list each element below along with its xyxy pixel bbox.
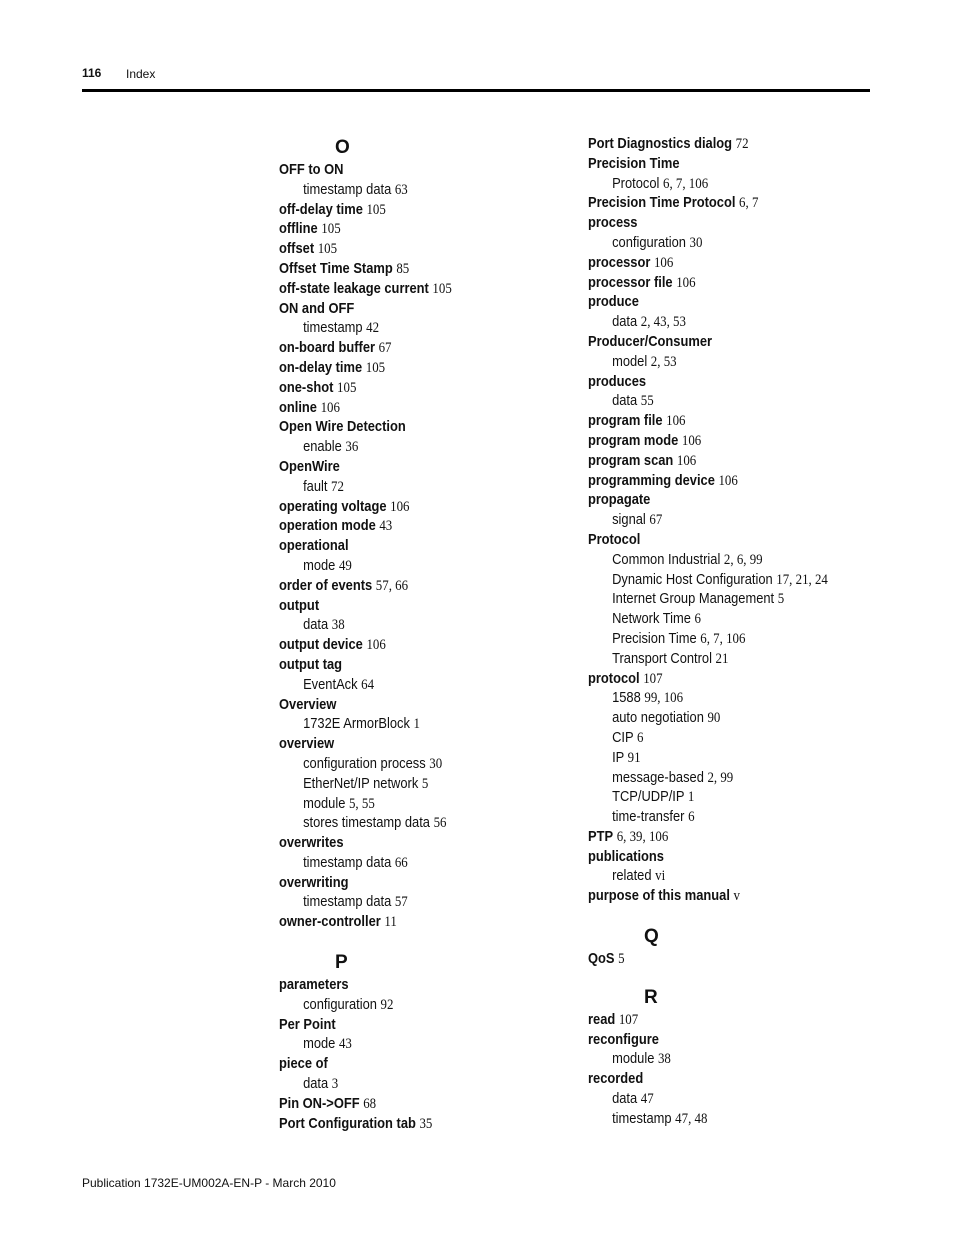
index-subentry bbox=[588, 688, 846, 708]
entry-page-ref: v bbox=[733, 888, 740, 905]
entry-term: data bbox=[612, 313, 638, 331]
index-subentry bbox=[588, 510, 846, 530]
entry-term: ON and OFF bbox=[279, 299, 355, 317]
entry-term: programming device bbox=[588, 471, 715, 489]
index-subentry bbox=[279, 1074, 537, 1094]
index-entry bbox=[588, 1030, 846, 1050]
entry-term: recorded bbox=[588, 1070, 644, 1088]
entry-page-ref: 57 bbox=[394, 894, 408, 911]
entry-term: enable bbox=[303, 438, 342, 456]
index-subentry bbox=[279, 774, 537, 794]
index-subentry bbox=[279, 556, 537, 576]
index-entry bbox=[588, 490, 846, 510]
entry-term: operating voltage bbox=[279, 497, 387, 515]
entries-r bbox=[588, 1010, 888, 1129]
index-entry bbox=[588, 134, 846, 154]
index-entry bbox=[588, 431, 846, 451]
entry-page-ref: 91 bbox=[627, 749, 641, 766]
index-column-left bbox=[279, 135, 579, 1133]
entry-term: CIP bbox=[612, 728, 634, 746]
index-subentry bbox=[279, 892, 537, 912]
entry-term: module bbox=[303, 794, 346, 812]
index-entry bbox=[588, 847, 846, 867]
entry-term: configuration bbox=[612, 233, 686, 251]
entry-page-ref: 57, 66 bbox=[375, 577, 409, 594]
index-subentry bbox=[588, 866, 846, 886]
entry-term: model bbox=[612, 352, 648, 370]
entry-term: owner-controller bbox=[279, 913, 381, 931]
index-entry bbox=[279, 259, 537, 279]
index-entry bbox=[279, 338, 537, 358]
entry-term: read bbox=[588, 1010, 616, 1028]
entry-term: Offset Time Stamp bbox=[279, 259, 393, 277]
entry-term: stores timestamp data bbox=[303, 814, 430, 832]
entry-page-ref: 67 bbox=[378, 340, 392, 357]
index-subentry bbox=[588, 1089, 846, 1109]
entry-page-ref: 105 bbox=[321, 221, 341, 238]
entry-term: OFF to ON bbox=[279, 161, 344, 178]
index-entry bbox=[279, 912, 537, 932]
entry-page-ref: 72 bbox=[331, 478, 344, 495]
entry-page-ref: 106 bbox=[681, 432, 702, 449]
index-subentry bbox=[279, 437, 537, 457]
entry-term: EtherNet/IP network bbox=[303, 774, 419, 792]
entry-term: processor bbox=[588, 253, 651, 271]
entry-term: off-delay time bbox=[279, 200, 363, 218]
entry-term: one-shot bbox=[279, 378, 334, 396]
index-entry bbox=[279, 695, 537, 715]
entry-term: PTP bbox=[588, 827, 614, 845]
index-subentry bbox=[588, 629, 846, 649]
entry-page-ref: 90 bbox=[707, 710, 721, 727]
entry-page-ref: 5 bbox=[777, 591, 785, 608]
index-subentry bbox=[279, 318, 537, 338]
index-entry bbox=[588, 1069, 846, 1089]
entry-page-ref: 2, 43, 53 bbox=[640, 314, 686, 331]
index-subentry bbox=[588, 589, 846, 609]
entry-term: TCP/UDP/IP bbox=[612, 788, 685, 806]
entry-page-ref: 64 bbox=[361, 676, 375, 693]
index-entry bbox=[279, 1015, 537, 1035]
entry-term: process bbox=[588, 214, 638, 232]
entry-term: timestamp bbox=[612, 1109, 672, 1127]
entry-term: Pin ON->OFF bbox=[279, 1094, 360, 1112]
entry-page-ref: 1 bbox=[413, 716, 420, 733]
entry-term: protocol bbox=[588, 669, 640, 687]
entry-term: output device bbox=[279, 636, 363, 654]
letter-heading-q: Q bbox=[644, 926, 659, 948]
entry-page-ref: vi bbox=[655, 868, 666, 885]
entries-q bbox=[588, 949, 888, 969]
entry-page-ref: 6 bbox=[636, 729, 644, 746]
entries-p-left bbox=[279, 975, 579, 1133]
entry-term: timestamp data bbox=[303, 853, 392, 871]
entry-page-ref: 43 bbox=[338, 1036, 352, 1053]
entry-term: on-delay time bbox=[279, 358, 363, 376]
index-entry bbox=[588, 372, 846, 392]
index-entry bbox=[588, 530, 846, 550]
index-entry bbox=[279, 1054, 537, 1074]
entry-term: Port Configuration tab bbox=[279, 1114, 416, 1132]
entry-term: data bbox=[612, 1090, 638, 1108]
entry-term: EventAck bbox=[303, 675, 358, 693]
entry-page-ref: 106 bbox=[653, 254, 674, 271]
entry-page-ref: 42 bbox=[366, 320, 380, 337]
entry-term: Common Industrial bbox=[612, 550, 721, 568]
index-entry bbox=[588, 827, 846, 847]
entry-page-ref: 3 bbox=[331, 1076, 339, 1093]
entry-page-ref: 99, 106 bbox=[644, 690, 684, 707]
entry-page-ref: 47, 48 bbox=[675, 1110, 708, 1127]
entry-page-ref: 105 bbox=[337, 379, 357, 396]
index-entry bbox=[279, 536, 537, 556]
entry-term: Network Time bbox=[612, 610, 691, 628]
entry-page-ref: 106 bbox=[366, 637, 386, 654]
index-entry bbox=[279, 457, 537, 477]
entry-page-ref: 105 bbox=[366, 201, 386, 218]
index-entry bbox=[279, 160, 537, 180]
index-subentry bbox=[279, 675, 537, 695]
entry-term: Precision Time Protocol bbox=[588, 194, 736, 212]
letter-heading-p: P bbox=[335, 952, 348, 974]
entry-page-ref: 5 bbox=[618, 951, 625, 968]
index-subentry bbox=[588, 609, 846, 629]
entry-term: Open Wire Detection bbox=[279, 418, 406, 436]
index-entry bbox=[279, 596, 537, 616]
index-subentry bbox=[588, 391, 846, 411]
index-subentry bbox=[588, 708, 846, 728]
entry-term: online bbox=[279, 398, 317, 416]
entry-term: 1588 bbox=[612, 689, 641, 707]
entry-page-ref: 11 bbox=[384, 914, 397, 931]
entry-term: piece of bbox=[279, 1055, 328, 1073]
entry-page-ref: 105 bbox=[365, 359, 386, 376]
entry-term: data bbox=[303, 616, 329, 634]
publication-footer: Publication 1732E-UM002A-EN-P - March 2010 bbox=[82, 1176, 336, 1190]
index-subentry bbox=[279, 813, 537, 833]
entry-term: auto negotiation bbox=[612, 709, 704, 727]
entry-term: module bbox=[612, 1050, 655, 1068]
entry-term: configuration bbox=[303, 995, 377, 1013]
entry-term: processor file bbox=[588, 273, 673, 291]
entry-page-ref: 106 bbox=[320, 399, 340, 416]
index-entry bbox=[279, 299, 537, 319]
entry-page-ref: 68 bbox=[363, 1095, 377, 1112]
entry-term: timestamp bbox=[303, 319, 363, 337]
entry-page-ref: 38 bbox=[331, 617, 345, 634]
index-entry bbox=[588, 411, 846, 431]
entry-page-ref: 30 bbox=[689, 234, 703, 251]
entry-term: output tag bbox=[279, 655, 343, 673]
index-subentry bbox=[279, 995, 537, 1015]
entry-term: signal bbox=[612, 511, 646, 529]
entry-term: program mode bbox=[588, 431, 679, 449]
entry-term: reconfigure bbox=[588, 1030, 659, 1048]
entry-term: related bbox=[612, 867, 652, 885]
entry-term: order of events bbox=[279, 576, 373, 594]
entry-page-ref: 72 bbox=[735, 136, 749, 152]
index-entry bbox=[279, 1094, 537, 1114]
entry-term: off-state leakage current bbox=[279, 279, 429, 297]
entry-page-ref: 106 bbox=[666, 413, 686, 430]
entry-page-ref: 6, 7 bbox=[739, 195, 759, 212]
entry-term: 1732E ArmorBlock bbox=[303, 715, 410, 733]
entry-term: Dynamic Host Configuration bbox=[612, 570, 773, 588]
entry-term: purpose of this manual bbox=[588, 887, 730, 905]
entry-term: operation mode bbox=[279, 517, 376, 535]
index-subentry bbox=[588, 174, 846, 194]
index-entry bbox=[588, 949, 846, 969]
index-subentry bbox=[588, 748, 846, 768]
index-subentry bbox=[588, 768, 846, 788]
entry-term: timestamp data bbox=[303, 893, 392, 911]
entry-term: output bbox=[279, 596, 320, 614]
entry-term: data bbox=[612, 392, 638, 410]
entry-page-ref: 66 bbox=[394, 854, 408, 871]
entry-page-ref: 5 bbox=[421, 775, 429, 792]
entry-page-ref: 56 bbox=[433, 815, 447, 832]
entry-term: Port Diagnostics dialog bbox=[588, 135, 733, 152]
index-subentry bbox=[279, 754, 537, 774]
entry-term: overwrites bbox=[279, 834, 344, 852]
entry-page-ref: 49 bbox=[338, 557, 352, 574]
index-entry bbox=[588, 886, 846, 906]
entry-page-ref: 92 bbox=[380, 996, 394, 1013]
index-entry bbox=[279, 516, 537, 536]
index-entry bbox=[588, 669, 846, 689]
index-entry bbox=[279, 279, 537, 299]
entry-term: fault bbox=[303, 477, 328, 495]
index-entry bbox=[279, 576, 537, 596]
entry-page-ref: 63 bbox=[394, 181, 408, 198]
entry-page-ref: 107 bbox=[643, 670, 663, 687]
index-subentry bbox=[588, 312, 846, 332]
entry-term: timestamp data bbox=[303, 180, 392, 198]
index-entry bbox=[588, 213, 846, 233]
entry-page-ref: 107 bbox=[618, 1011, 639, 1028]
entry-page-ref: 21 bbox=[715, 650, 729, 667]
index-entry bbox=[279, 873, 537, 893]
entry-term: produce bbox=[588, 293, 639, 311]
page-number: 116 bbox=[82, 66, 102, 80]
index-subentry bbox=[279, 1034, 537, 1054]
index-entry bbox=[279, 734, 537, 754]
entry-term: mode bbox=[303, 1035, 336, 1053]
entry-term: Internet Group Management bbox=[612, 590, 775, 608]
entry-page-ref: 5, 55 bbox=[348, 795, 375, 812]
entry-term: OpenWire bbox=[279, 457, 340, 475]
entry-page-ref: 106 bbox=[718, 472, 738, 489]
index-subentry bbox=[588, 550, 846, 570]
index-entry bbox=[279, 378, 537, 398]
entry-page-ref: 105 bbox=[432, 280, 452, 297]
index-entry bbox=[588, 193, 846, 213]
entry-term: mode bbox=[303, 556, 336, 574]
entry-page-ref: 35 bbox=[419, 1115, 433, 1132]
entry-term: overwriting bbox=[279, 873, 349, 891]
index-entry bbox=[279, 239, 537, 259]
entry-term: offset bbox=[279, 240, 315, 258]
index-entry bbox=[279, 358, 537, 378]
entry-page-ref: 6, 39, 106 bbox=[616, 828, 669, 845]
entry-term: overview bbox=[279, 735, 335, 753]
index-subentry bbox=[588, 649, 846, 669]
entry-page-ref: 85 bbox=[396, 260, 410, 277]
index-entry bbox=[279, 417, 537, 437]
entry-page-ref: 2, 99 bbox=[707, 769, 734, 786]
letter-heading-r: R bbox=[644, 986, 658, 1008]
entry-page-ref: 2, 53 bbox=[650, 353, 677, 370]
entry-term: time-transfer bbox=[612, 808, 685, 826]
index-subentry bbox=[279, 180, 537, 200]
entry-term: operational bbox=[279, 537, 349, 555]
entry-page-ref: 6, 7, 106 bbox=[700, 630, 746, 647]
entry-page-ref: 43 bbox=[379, 518, 393, 535]
index-subentry bbox=[588, 352, 846, 372]
entry-term: configuration process bbox=[303, 754, 426, 772]
index-column-right bbox=[588, 134, 888, 1129]
entry-term: on-board buffer bbox=[279, 339, 376, 357]
index-entry bbox=[279, 497, 537, 517]
entry-page-ref: 67 bbox=[649, 512, 663, 529]
entries-o bbox=[279, 160, 579, 932]
entry-page-ref: 6 bbox=[694, 611, 701, 628]
index-entry bbox=[588, 253, 846, 273]
entry-page-ref: 106 bbox=[676, 452, 697, 469]
entry-page-ref: 2, 6, 99 bbox=[723, 551, 763, 568]
entry-term: publications bbox=[588, 847, 664, 865]
entry-term: produces bbox=[588, 372, 647, 390]
entry-term: program scan bbox=[588, 451, 674, 469]
index-entry bbox=[588, 1010, 846, 1030]
entry-term: propagate bbox=[588, 491, 651, 509]
index-entry bbox=[588, 154, 846, 174]
header-rule bbox=[82, 89, 870, 92]
index-subentry bbox=[279, 477, 537, 497]
index-entry bbox=[588, 451, 846, 471]
entry-page-ref: 30 bbox=[429, 755, 443, 772]
index-subentry bbox=[588, 570, 846, 590]
entry-term: data bbox=[303, 1075, 329, 1093]
entry-page-ref: 6 bbox=[688, 809, 695, 826]
letter-heading-o: O bbox=[335, 137, 350, 158]
entry-term: QoS bbox=[588, 950, 615, 968]
entries-p-right bbox=[588, 134, 888, 906]
index-subentry bbox=[279, 794, 537, 814]
index-entry bbox=[279, 975, 537, 995]
index-entry bbox=[279, 833, 537, 853]
entry-page-ref: 105 bbox=[317, 241, 338, 258]
index-entry bbox=[588, 332, 846, 352]
entry-term: Overview bbox=[279, 695, 337, 713]
index-entry bbox=[588, 471, 846, 491]
index-entry bbox=[588, 273, 846, 293]
entry-page-ref: 36 bbox=[345, 439, 359, 456]
index-entry bbox=[279, 655, 537, 675]
entry-term: Precision Time bbox=[588, 154, 680, 172]
entry-page-ref: 1 bbox=[687, 789, 695, 806]
entry-page-ref: 106 bbox=[676, 274, 696, 291]
index-subentry bbox=[588, 807, 846, 827]
entry-page-ref: 47 bbox=[640, 1091, 654, 1108]
entry-term: Producer/Consumer bbox=[588, 332, 713, 350]
index-subentry bbox=[588, 233, 846, 253]
index-entry bbox=[279, 200, 537, 220]
entry-term: program file bbox=[588, 412, 663, 430]
index-subentry bbox=[588, 1049, 846, 1069]
entry-term: Transport Control bbox=[612, 649, 712, 667]
index-entry bbox=[279, 1114, 537, 1134]
index-subentry bbox=[588, 1109, 846, 1129]
entry-page-ref: 106 bbox=[390, 498, 410, 515]
entry-term: Protocol bbox=[612, 174, 660, 192]
entry-page-ref: 17, 21, 24 bbox=[776, 571, 828, 588]
index-subentry bbox=[588, 728, 846, 748]
entry-term: message-based bbox=[612, 768, 704, 786]
index-entry bbox=[279, 398, 537, 418]
entry-term: IP bbox=[612, 748, 625, 766]
index-entry bbox=[279, 635, 537, 655]
index-entry bbox=[588, 292, 846, 312]
entry-term: offline bbox=[279, 220, 318, 238]
entry-term: Protocol bbox=[588, 530, 641, 548]
entry-page-ref: 55 bbox=[640, 393, 654, 410]
index-subentry bbox=[279, 853, 537, 873]
entry-page-ref: 38 bbox=[657, 1051, 671, 1068]
entry-page-ref: 6, 7, 106 bbox=[662, 175, 709, 192]
index-subentry bbox=[588, 787, 846, 807]
section-title: Index bbox=[126, 67, 156, 81]
index-entry bbox=[279, 219, 537, 239]
entry-term: Precision Time bbox=[612, 629, 697, 647]
entry-term: parameters bbox=[279, 976, 349, 994]
index-subentry bbox=[279, 615, 537, 635]
index-subentry bbox=[279, 714, 537, 734]
entry-term: Per Point bbox=[279, 1015, 336, 1033]
